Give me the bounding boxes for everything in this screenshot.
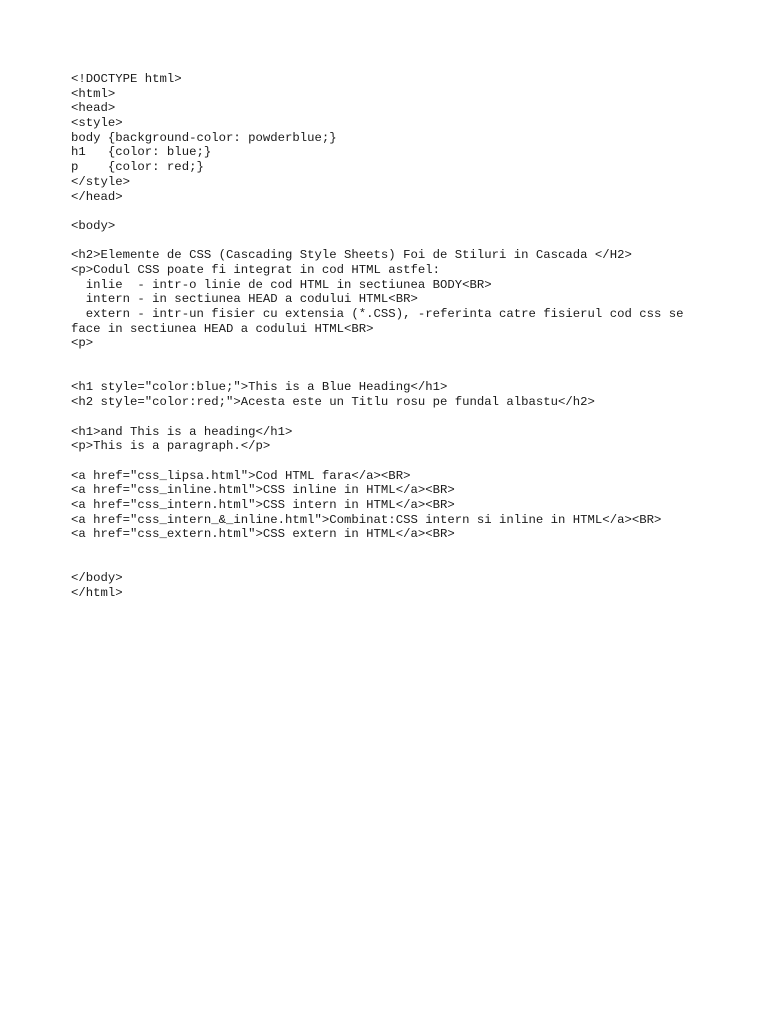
- blank-line: [71, 204, 751, 219]
- blank-line: [71, 542, 751, 557]
- code-line: <style>: [71, 116, 123, 131]
- code-line: </style>: [71, 174, 131, 189]
- code-line: <h1 style="color:blue;">This is a Blue Heading</h1>: [71, 380, 448, 395]
- code-line: </body>: [71, 571, 123, 586]
- code-line: <head>: [71, 101, 116, 116]
- blank-line: [71, 557, 751, 572]
- blank-line: [71, 234, 751, 249]
- code-line: <a href="css_intern_&_inline.html">Combinat:CSS intern si inline in HTML</a><BR>: [71, 512, 662, 527]
- code-line: </head>: [71, 189, 123, 204]
- blank-line: [71, 351, 751, 366]
- blank-line: [71, 410, 751, 425]
- document-page: [71, 72, 751, 601]
- code-line: <p>: [71, 336, 94, 351]
- code-line: p {color: red;}: [71, 160, 204, 175]
- code-line: extern - intr-un fisier cu extensia (*.CSS), -referinta catre fisierul cod css se: [71, 307, 684, 321]
- blank-line: [71, 366, 751, 381]
- code-line: inlie - intr-o linie de cod HTML in sectiunea BODY<BR>: [71, 277, 492, 292]
- code-line: <body>: [71, 218, 116, 233]
- code-line: <p>Codul CSS poate fi integrat in cod HTML astfel:: [71, 262, 440, 277]
- code-line: <h1>and This is a heading</h1>: [71, 424, 293, 439]
- code-line: face in sectiunea HEAD a codului HTML<BR>: [71, 321, 374, 336]
- code-line: h1 {color: blue;}: [71, 145, 212, 160]
- code-line: <a href="css_inline.html">CSS inline in HTML</a><BR>: [71, 483, 455, 498]
- code-line: <!DOCTYPE html>: [71, 72, 182, 86]
- code-line: <a href="css_lipsa.html">Cod HTML fara</a><BR>: [71, 468, 411, 483]
- code-line: <p>This is a paragraph.</p>: [71, 439, 271, 454]
- blank-line: [71, 454, 751, 469]
- code-line: </html>: [71, 586, 123, 601]
- code-line: intern - in sectiunea HEAD a codului HTML<BR>: [71, 292, 418, 307]
- code-line: body {background-color: powderblue;}: [71, 130, 337, 145]
- code-line: <h2>Elemente de CSS (Cascading Style Sheets) Foi de Stiluri in Cascada </H2>: [71, 248, 632, 263]
- code-line: <a href="css_extern.html">CSS extern in HTML</a><BR>: [71, 527, 455, 542]
- code-line: <h2 style="color:red;">Acesta este un Titlu rosu pe fundal albastu</h2>: [71, 395, 595, 410]
- code-line: <html>: [71, 86, 116, 101]
- code-line: <a href="css_intern.html">CSS intern in HTML</a><BR>: [71, 497, 455, 512]
